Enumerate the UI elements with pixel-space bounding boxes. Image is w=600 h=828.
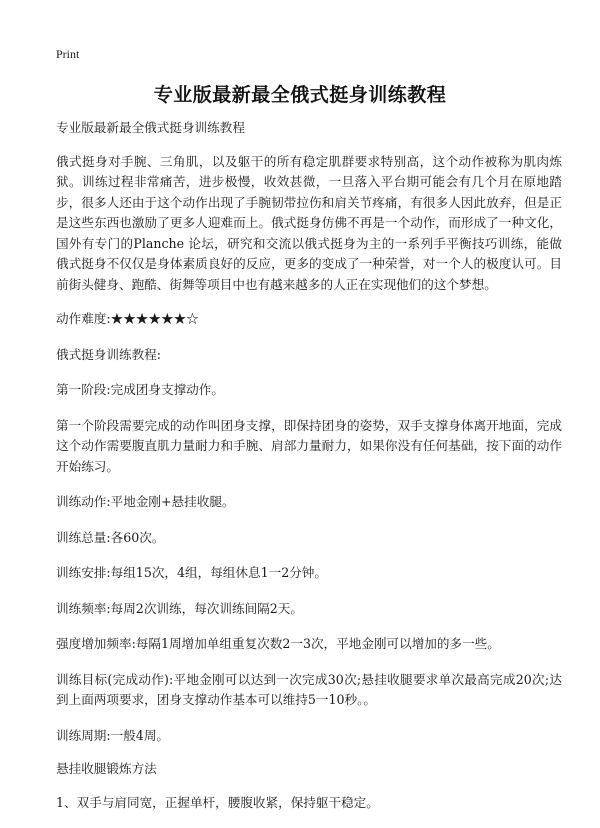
difficulty-rating: 动作难度:★★★★★★☆ (56, 311, 199, 326)
training-move: 训练动作:平地金刚+悬挂收腿。 (56, 494, 235, 509)
document-title: 专业版最新最全俄式挺身训练教程 (153, 84, 447, 106)
intro-paragraph: 俄式挺身对手腕、三角肌，以及躯干的所有稳定肌群要求特别高，这个动作被称为肌肉炼狱。训练过程非常痛苦，进步极慢，收效甚微，一旦落入平台期可能会有几个月在原地踏步，很多人还由于这个动作出现了手腕韧带拉伤和肩关节疼痛，有很多人因此放弃，但是正是这些东西也激励了更多人迎难而上。俄式挺身仿佛不再是一个动作，而形成了一种文化，国外有专门的Planche 论坛，研究和交流以俄式挺身为主的一系列手平衡技巧训练，能做俄式挺身不仅仅是身体素质良好的反应，更多的变成了一种荣誉，对一个人的极度认可。目前街头健身、跑酷、街舞等项目中也有越来越多的人正在实现他们的这个梦想。 (56, 153, 562, 292)
training-goal: 训练目标(完成动作):平地金刚可以达到一次完成30次;悬挂收腿要求单次最高完成20次;达到上面两项要求，团身支撑动作基本可以维持5一10秒。。 (56, 671, 562, 707)
training-period: 训练周期:一般4周。 (56, 727, 170, 743)
total-volume: 训练总量:各60次。 (56, 529, 165, 545)
tutorial-heading: 俄式挺身训练教程: (56, 346, 161, 362)
leg-raise-heading: 悬挂收腿锻炼方法 (56, 761, 157, 776)
print-label: Print (56, 47, 80, 61)
stage-one-heading: 第一阶段:完成团身支撑动作。 (56, 382, 224, 397)
subtitle: 专业版最新最全俄式挺身训练教程 (56, 120, 245, 135)
training-schedule: 训练安排:每组15次，4组，每组休息1一2分钟。 (56, 565, 327, 580)
training-frequency: 训练频率:每周2次训练，每次训练间隔2天。 (56, 600, 303, 616)
step-one: 1、双手与肩同宽，正握单杆，腰腹收紧，保持躯干稳定。 (56, 794, 379, 810)
document-body (56, 118, 562, 828)
intensity-increase: 强度增加频率:每隔1周增加单组重复次数2一3次，平地金刚可以增加的多一些。 (56, 636, 500, 651)
stage-one-description: 第一个阶段需要完成的动作叫团身支撑，即保持团身的姿势，双手支撑身体离开地面，完成这个动作需要腹直肌力量耐力和手腕、肩部力量耐力，如果你没有任何基础，按下面的动作开始练习。 (56, 417, 562, 474)
